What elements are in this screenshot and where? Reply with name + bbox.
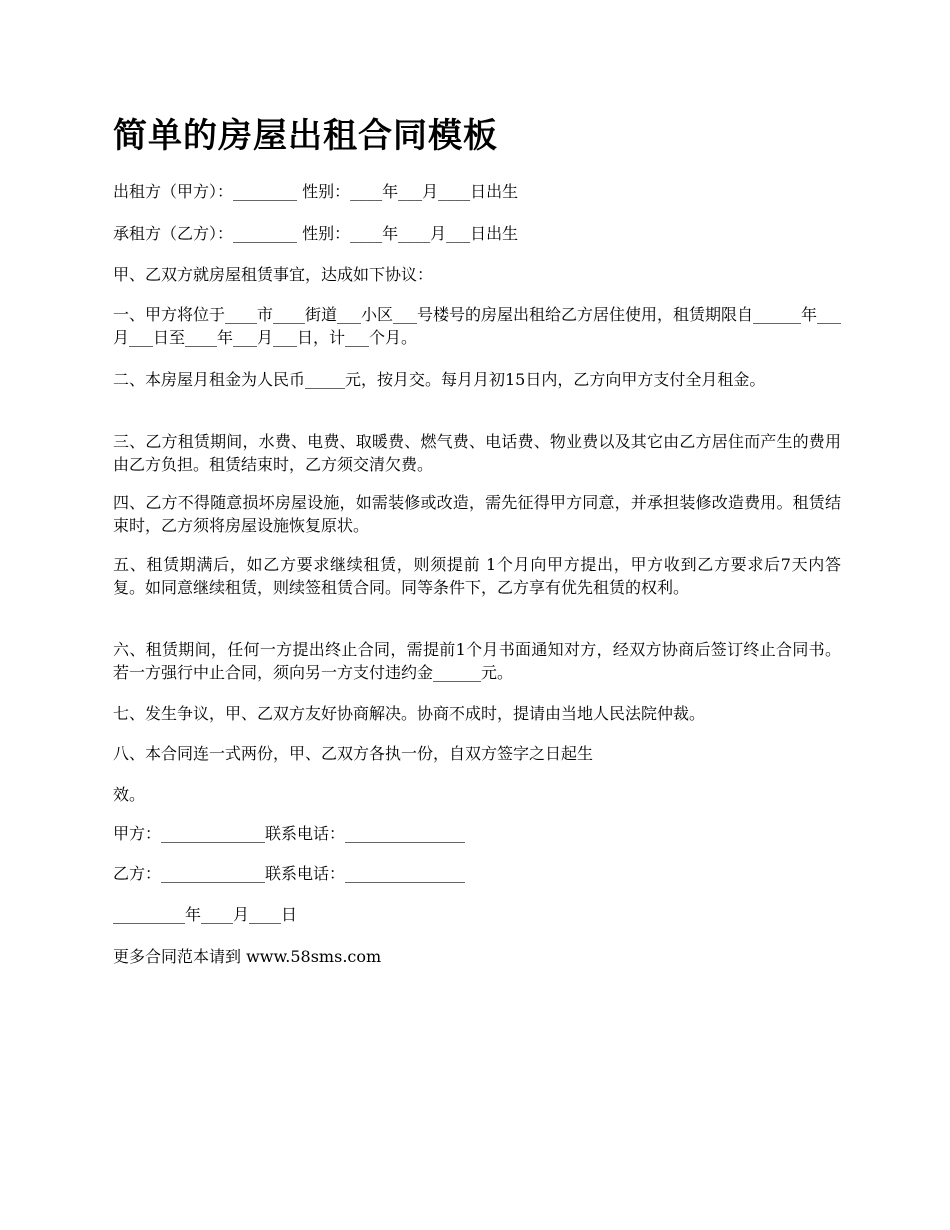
party-b-signature-line: 乙方：_____________联系电话：_______________ bbox=[113, 864, 466, 883]
clause-7: 七、发生争议，甲、乙双方友好协商解决。协商不成时，提请由当地人民法院仲裁。 bbox=[113, 704, 706, 723]
footer-website-note: 更多合同范本请到 www.58sms.com bbox=[113, 947, 382, 966]
clause-3: 三、乙方租赁期间，水费、电费、取暖费、燃气费、电话费、物业费以及其它由乙方居住而产生的费用由乙方负担。租赁结束时，乙方须交清欠费。 bbox=[113, 432, 841, 474]
party-a-signature-line: 甲方：_____________联系电话：_______________ bbox=[113, 824, 466, 843]
clause-8-continued: 效。 bbox=[113, 785, 146, 804]
lessor-line: 出租方（甲方）：________ 性别：____年___月____日出生 bbox=[113, 182, 519, 201]
clause-4: 四、乙方不得随意损坏房屋设施，如需装修或改造，需先征得甲方同意，并承担装修改造费用。租赁结束时，乙方须将房屋设施恢复原状。 bbox=[113, 493, 841, 535]
agreement-intro: 甲、乙双方就房屋租赁事宜，达成如下协议： bbox=[113, 265, 434, 284]
clause-6: 六、租赁期间，任何一方提出终止合同，需提前1个月书面通知对方，经双方协商后签订终止合同书。若一方强行中止合同，须向另一方支付违约金______元。 bbox=[113, 640, 841, 682]
clause-2: 二、本房屋月租金为人民币_____元，按月交。每月月初15日内，乙方向甲方支付全月租金。 bbox=[113, 370, 766, 389]
clause-1: 一、甲方将位于____市____街道___小区___号楼号的房屋出租给乙方居住使用，租赁期限自______年___月___日至____年___月___日，计___个月。 bbox=[113, 305, 842, 347]
lessee-line: 承租方（乙方）：________ 性别：____年____月___日出生 bbox=[113, 224, 519, 243]
signing-date-line: _________年____月____日 bbox=[113, 905, 298, 924]
document-title: 简单的房屋出租合同模板 bbox=[113, 116, 498, 156]
clause-8: 八、本合同连一式两份，甲、乙双方各执一份，自双方签字之日起生 bbox=[113, 744, 594, 763]
clause-5: 五、租赁期满后，如乙方要求继续租赁，则须提前 1个月向甲方提出，甲方收到乙方要求后7天内答复。如同意继续租赁，则续签租赁合同。同等条件下，乙方享有优先租赁的权利。 bbox=[113, 555, 841, 597]
